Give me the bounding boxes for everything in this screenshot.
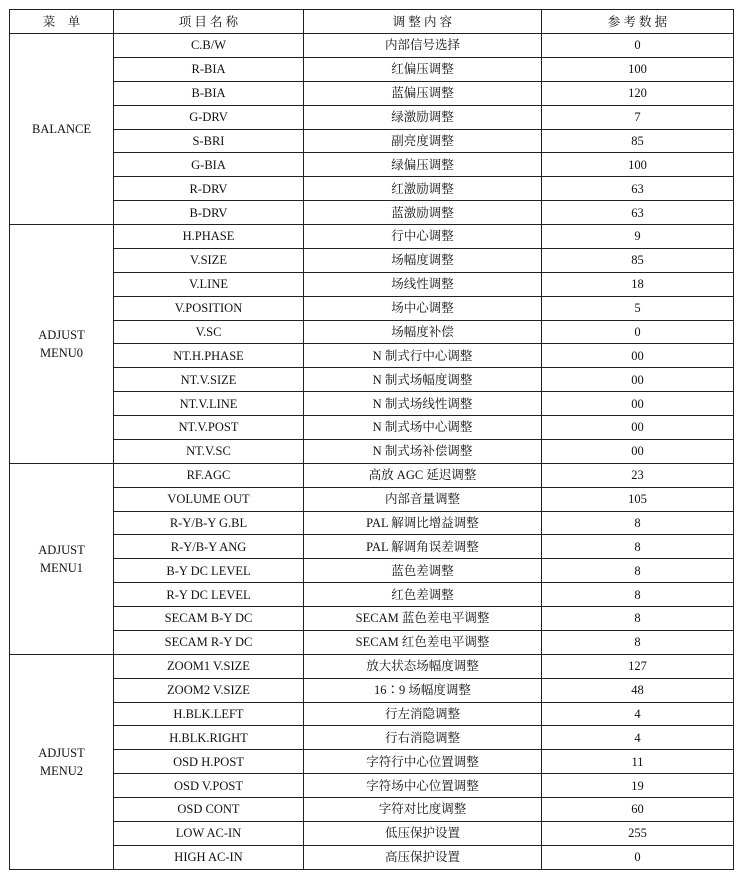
item-name-cell: LOW AC-IN: [114, 821, 304, 845]
item-name-cell: R-Y/B-Y ANG: [114, 535, 304, 559]
item-name-cell: OSD V.POST: [114, 774, 304, 798]
adjust-content-cell: 高放 AGC 延迟调整: [304, 463, 542, 487]
item-name-cell: ZOOM1 V.SIZE: [114, 654, 304, 678]
item-name-cell: V.LINE: [114, 272, 304, 296]
adjust-content-cell: 高压保护设置: [304, 845, 542, 869]
table-row: [10, 559, 734, 583]
table-row: [10, 678, 734, 702]
table-row: [10, 630, 734, 654]
item-name-cell: NT.H.PHASE: [114, 344, 304, 368]
reference-value-cell: 00: [542, 392, 734, 416]
table-row: [10, 272, 734, 296]
item-name-cell: ZOOM2 V.SIZE: [114, 678, 304, 702]
header-row: [10, 10, 734, 34]
item-name-cell: OSD CONT: [114, 798, 304, 822]
reference-value-cell: 0: [542, 34, 734, 58]
adjust-content-cell: 放大状态场幅度调整: [304, 654, 542, 678]
item-name-cell: H.BLK.LEFT: [114, 702, 304, 726]
table-row: [10, 535, 734, 559]
adjust-content-cell: 行左消隐调整: [304, 702, 542, 726]
adjust-content-cell: 行右消隐调整: [304, 726, 542, 750]
item-name-cell: V.SC: [114, 320, 304, 344]
reference-value-cell: 4: [542, 702, 734, 726]
item-name-cell: B-Y DC LEVEL: [114, 559, 304, 583]
table-row: [10, 34, 734, 58]
reference-value-cell: 100: [542, 57, 734, 81]
reference-value-cell: 85: [542, 248, 734, 272]
adjust-content-cell: 红偏压调整: [304, 57, 542, 81]
adjust-content-cell: PAL 解调比增益调整: [304, 511, 542, 535]
adjust-content-cell: 字符对比度调整: [304, 798, 542, 822]
adjust-content-cell: 场幅度调整: [304, 248, 542, 272]
table-row: [10, 463, 734, 487]
service-parameter-table: [9, 9, 734, 870]
item-name-cell: C.B/W: [114, 34, 304, 58]
adjust-content-cell: N 制式场中心调整: [304, 416, 542, 440]
adjust-content-cell: N 制式场幅度调整: [304, 368, 542, 392]
item-name-cell: NT.V.LINE: [114, 392, 304, 416]
reference-value-cell: 23: [542, 463, 734, 487]
reference-value-cell: 127: [542, 654, 734, 678]
item-name-cell: G-BIA: [114, 153, 304, 177]
table-row: [10, 129, 734, 153]
table-body: [10, 34, 734, 870]
table-row: [10, 392, 734, 416]
reference-value-cell: 8: [542, 535, 734, 559]
item-name-cell: NT.V.SC: [114, 439, 304, 463]
adjust-content-cell: 字符行中心位置调整: [304, 750, 542, 774]
adjust-content-cell: SECAM 蓝色差电平调整: [304, 607, 542, 631]
table-row: [10, 320, 734, 344]
header-reference-data: 参 考 数 据: [542, 10, 734, 34]
reference-value-cell: 100: [542, 153, 734, 177]
item-name-cell: G-DRV: [114, 105, 304, 129]
table-row: [10, 57, 734, 81]
adjust-content-cell: 低压保护设置: [304, 821, 542, 845]
adjust-content-cell: 字符场中心位置调整: [304, 774, 542, 798]
table-row: [10, 153, 734, 177]
adjust-content-cell: 红色差调整: [304, 583, 542, 607]
item-name-cell: R-Y DC LEVEL: [114, 583, 304, 607]
table-row: [10, 439, 734, 463]
item-name-cell: R-DRV: [114, 177, 304, 201]
header-menu: 菜 单: [10, 10, 114, 34]
table-row: [10, 583, 734, 607]
adjust-content-cell: 蓝激励调整: [304, 201, 542, 225]
adjust-content-cell: 16∶9 场幅度调整: [304, 678, 542, 702]
table-row: [10, 201, 734, 225]
reference-value-cell: 60: [542, 798, 734, 822]
reference-value-cell: 63: [542, 201, 734, 225]
item-name-cell: OSD H.POST: [114, 750, 304, 774]
adjust-content-cell: PAL 解调角误差调整: [304, 535, 542, 559]
table-row: [10, 821, 734, 845]
table-row: [10, 487, 734, 511]
reference-value-cell: 105: [542, 487, 734, 511]
reference-value-cell: 00: [542, 368, 734, 392]
item-name-cell: NT.V.POST: [114, 416, 304, 440]
adjust-content-cell: SECAM 红色差电平调整: [304, 630, 542, 654]
reference-value-cell: 63: [542, 177, 734, 201]
table-row: [10, 654, 734, 678]
reference-value-cell: 00: [542, 344, 734, 368]
adjust-content-cell: 内部信号选择: [304, 34, 542, 58]
reference-value-cell: 120: [542, 81, 734, 105]
adjust-content-cell: 行中心调整: [304, 225, 542, 249]
adjust-content-cell: 蓝偏压调整: [304, 81, 542, 105]
item-name-cell: SECAM B-Y DC: [114, 607, 304, 631]
table-header: [10, 10, 734, 34]
table-row: [10, 845, 734, 869]
table-row: [10, 416, 734, 440]
item-name-cell: B-BIA: [114, 81, 304, 105]
reference-value-cell: 8: [542, 607, 734, 631]
adjust-content-cell: 场幅度补偿: [304, 320, 542, 344]
reference-value-cell: 8: [542, 511, 734, 535]
adjust-content-cell: 蓝色差调整: [304, 559, 542, 583]
reference-value-cell: 9: [542, 225, 734, 249]
reference-value-cell: 18: [542, 272, 734, 296]
menu-group-cell: ADJUST MENU2: [10, 654, 114, 869]
adjust-content-cell: 红激励调整: [304, 177, 542, 201]
reference-value-cell: 0: [542, 320, 734, 344]
table-row: [10, 750, 734, 774]
header-adjust-content: 调 整 内 容: [304, 10, 542, 34]
item-name-cell: R-Y/B-Y G.BL: [114, 511, 304, 535]
table-row: [10, 726, 734, 750]
item-name-cell: H.PHASE: [114, 225, 304, 249]
adjust-content-cell: 场中心调整: [304, 296, 542, 320]
item-name-cell: H.BLK.RIGHT: [114, 726, 304, 750]
reference-value-cell: 48: [542, 678, 734, 702]
item-name-cell: SECAM R-Y DC: [114, 630, 304, 654]
reference-value-cell: 0: [542, 845, 734, 869]
reference-value-cell: 19: [542, 774, 734, 798]
table-row: [10, 225, 734, 249]
item-name-cell: RF.AGC: [114, 463, 304, 487]
item-name-cell: VOLUME OUT: [114, 487, 304, 511]
table-row: [10, 774, 734, 798]
reference-value-cell: 8: [542, 583, 734, 607]
reference-value-cell: 255: [542, 821, 734, 845]
adjust-content-cell: N 制式行中心调整: [304, 344, 542, 368]
table-row: [10, 105, 734, 129]
adjust-content-cell: 副亮度调整: [304, 129, 542, 153]
table-row: [10, 702, 734, 726]
table-row: [10, 296, 734, 320]
item-name-cell: V.SIZE: [114, 248, 304, 272]
reference-value-cell: 00: [542, 439, 734, 463]
adjust-content-cell: 内部音量调整: [304, 487, 542, 511]
table-row: [10, 248, 734, 272]
table-row: [10, 368, 734, 392]
reference-value-cell: 7: [542, 105, 734, 129]
item-name-cell: S-BRI: [114, 129, 304, 153]
adjust-content-cell: N 制式场线性调整: [304, 392, 542, 416]
table-row: [10, 81, 734, 105]
table-row: [10, 344, 734, 368]
item-name-cell: B-DRV: [114, 201, 304, 225]
table-row: [10, 177, 734, 201]
adjust-content-cell: 绿激励调整: [304, 105, 542, 129]
reference-value-cell: 5: [542, 296, 734, 320]
table-row: [10, 511, 734, 535]
table-row: [10, 607, 734, 631]
reference-value-cell: 00: [542, 416, 734, 440]
item-name-cell: NT.V.SIZE: [114, 368, 304, 392]
reference-value-cell: 4: [542, 726, 734, 750]
reference-value-cell: 8: [542, 559, 734, 583]
item-name-cell: V.POSITION: [114, 296, 304, 320]
menu-group-cell: ADJUST MENU1: [10, 463, 114, 654]
table-row: [10, 798, 734, 822]
reference-value-cell: 85: [542, 129, 734, 153]
menu-group-cell: ADJUST MENU0: [10, 225, 114, 464]
adjust-content-cell: 绿偏压调整: [304, 153, 542, 177]
adjust-content-cell: N 制式场补偿调整: [304, 439, 542, 463]
menu-group-cell: BALANCE: [10, 34, 114, 225]
reference-value-cell: 8: [542, 630, 734, 654]
reference-value-cell: 11: [542, 750, 734, 774]
header-item-name: 项 目 名 称: [114, 10, 304, 34]
item-name-cell: R-BIA: [114, 57, 304, 81]
adjust-content-cell: 场线性调整: [304, 272, 542, 296]
item-name-cell: HIGH AC-IN: [114, 845, 304, 869]
